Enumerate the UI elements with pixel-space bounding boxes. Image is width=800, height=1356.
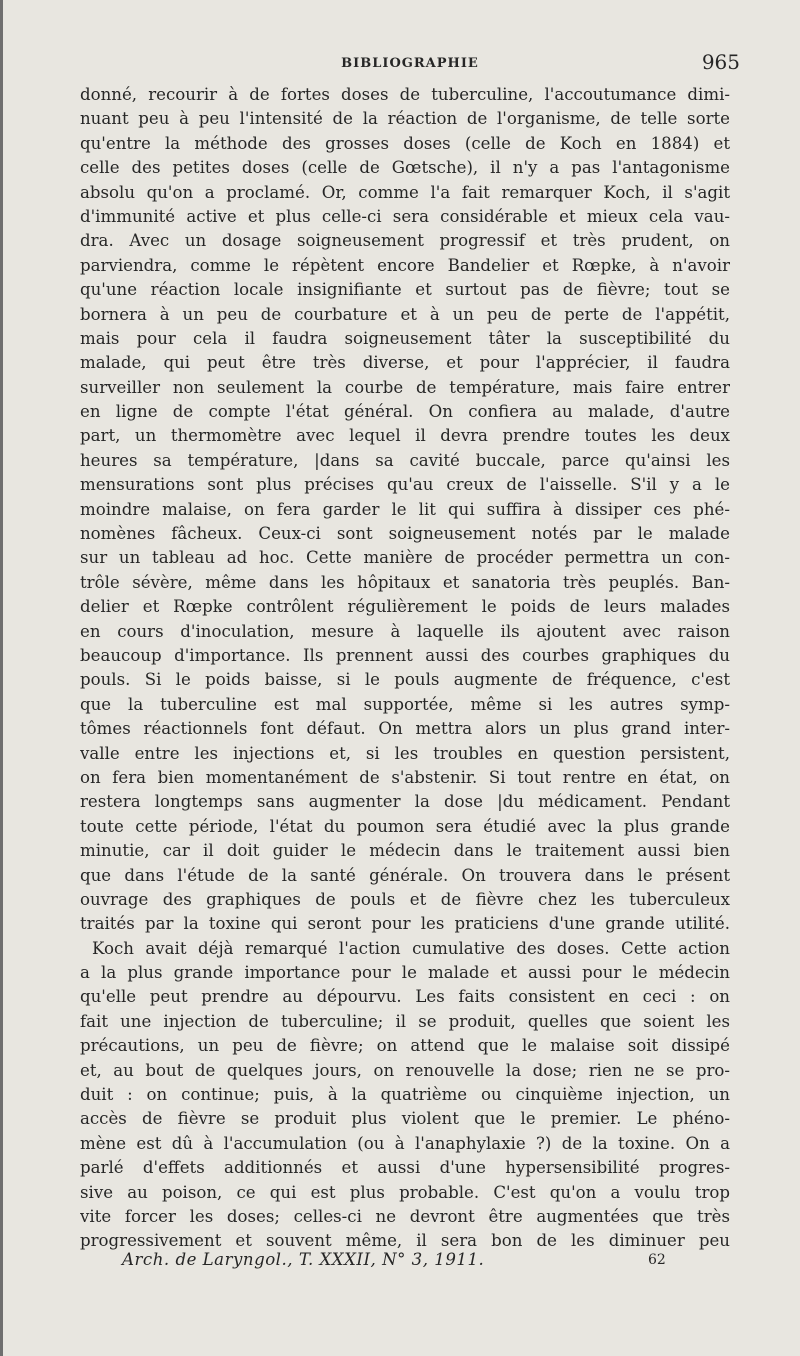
text-line: nuant peu à peu l'intensité de la réaction de l'organisme, de telle sorte xyxy=(80,109,730,129)
running-header xyxy=(80,50,740,80)
text-line: parlé d'effets additionnés et aussi d'une hypersensibilité progres- xyxy=(80,1158,730,1178)
text-line: qu'elle peut prendre au dépourvu. Les faits consistent en ceci : on xyxy=(80,987,730,1007)
text-line: malade, qui peut être très diverse, et pour l'apprécier, il faudra xyxy=(80,353,730,373)
text-line: tômes réactionnels font défaut. On mettra alors un plus grand inter- xyxy=(80,719,730,739)
text-line: nomènes fâcheux. Ceux-ci sont soigneusement notés par le malade xyxy=(80,524,730,544)
signature-mark: 62 xyxy=(648,1252,666,1268)
text-line: fait une injection de tuberculine; il se produit, quelles que soient les xyxy=(80,1011,730,1031)
text-line: moindre malaise, on fera garder le lit qui suffira à dissiper ces phé- xyxy=(80,499,730,519)
text-line: a la plus grande importance pour le malade et aussi pour le médecin xyxy=(80,963,730,983)
text-line: que la tuberculine est mal supportée, même si les autres symp- xyxy=(80,694,730,714)
text-line: en cours d'inoculation, mesure à laquelle ils ajoutent avec raison xyxy=(80,621,730,641)
text-line: surveiller non seulement la courbe de température, mais faire entrer xyxy=(80,377,730,397)
text-line: mensurations sont plus précises qu'au creux de l'aisselle. S'il y a le xyxy=(80,475,730,495)
text-line: progressivement et souvent même, il sera bon de les diminuer peu xyxy=(80,1231,730,1251)
body-text xyxy=(80,83,730,1254)
text-line: en ligne de compte l'état général. On confiera au malade, d'autre xyxy=(80,402,730,422)
text-line: qu'une réaction locale insignifiante et surtout pas de fièvre; tout se xyxy=(80,280,730,300)
text-line: que dans l'étude de la santé générale. On trouvera dans le présent xyxy=(80,865,730,885)
text-line: Koch avait déjà remarqué l'action cumulative des doses. Cette action xyxy=(92,938,730,958)
text-line: d'immunité active et plus celle-ci sera considérable et mieux cela vau- xyxy=(80,206,730,226)
text-line: heures sa température, |dans sa cavité buccale, parce qu'ainsi les xyxy=(80,450,730,470)
text-line: qu'entre la méthode des grosses doses (celle de Koch en 1884) et xyxy=(80,133,730,153)
text-line: bornera à un peu de courbature et à un peu de perte de l'appétit, xyxy=(80,304,730,324)
text-line: accès de fièvre se produit plus violent que le premier. Le phéno- xyxy=(80,1109,730,1129)
text-line: sive au poison, ce qui est plus probable. C'est qu'on a voulu trop xyxy=(80,1182,730,1202)
text-line: beaucoup d'importance. Ils prennent aussi des courbes graphiques du xyxy=(80,645,730,665)
text-line: pouls. Si le poids baisse, si le pouls augmente de fréquence, c'est xyxy=(80,670,730,690)
text-line: vite forcer les doses; celles-ci ne devront être augmentées que très xyxy=(80,1206,730,1226)
page-edge-shadow xyxy=(0,0,3,1356)
text-line: parviendra, comme le répètent encore Bandelier et Rœpke, à n'avoir xyxy=(80,255,730,275)
text-line: on fera bien momentanément de s'abstenir. Si tout rentre en état, on xyxy=(80,767,730,787)
text-line: absolu qu'on a proclamé. Or, comme l'a fait remarquer Koch, il s'agit xyxy=(80,182,730,202)
page-number: 965 xyxy=(701,50,740,74)
text-line: ouvrage des graphiques de pouls et de fièvre chez les tuberculeux xyxy=(80,889,730,909)
text-line: mène est dû à l'accumulation (ou à l'anaphylaxie ?) de la toxine. On a xyxy=(80,1133,730,1153)
text-line: duit : on continue; puis, à la quatrième ou cinquième injection, un xyxy=(80,1085,730,1105)
text-line: mais pour cela il faudra soigneusement tâter la susceptibilité du xyxy=(80,328,730,348)
text-line: delier et Rœpke contrôlent régulièrement le poids de leurs malades xyxy=(80,597,730,617)
text-line: toute cette période, l'état du poumon sera étudié avec la plus grande xyxy=(80,816,730,836)
text-line: valle entre les injections et, si les troubles en question persistent, xyxy=(80,743,730,763)
text-line: dra. Avec un dosage soigneusement progressif et très prudent, on xyxy=(80,231,730,251)
text-line: minutie, car il doit guider le médecin dans le traitement aussi bien xyxy=(80,841,730,861)
running-title: BIBLIOGRAPHIE xyxy=(341,56,479,71)
text-line: précautions, un peu de fièvre; on attend que le malaise soit dissipé xyxy=(80,1036,730,1056)
text-line: traités par la toxine qui seront pour les praticiens d'une grande utilité. xyxy=(80,914,730,934)
text-line: restera longtemps sans augmenter la dose |du médicament. Pendant xyxy=(80,792,730,812)
text-line: celle des petites doses (celle de Gœtsche), il n'y a pas l'antagonisme xyxy=(80,158,730,178)
page-footer xyxy=(80,1248,730,1272)
journal-reference: Arch. de Laryngol., T. XXXII, N° 3, 1911. xyxy=(122,1250,485,1269)
text-line: part, un thermomètre avec lequel il devra prendre toutes les deux xyxy=(80,426,730,446)
text-line: donné, recourir à de fortes doses de tuberculine, l'accoutumance dimi- xyxy=(80,85,730,104)
text-line: sur un tableau ad hoc. Cette manière de procéder permettra un con- xyxy=(80,548,730,568)
text-line: et, au bout de quelques jours, on renouvelle la dose; rien ne se pro- xyxy=(80,1060,730,1080)
text-line: trôle sévère, même dans les hôpitaux et sanatoria très peuplés. Ban- xyxy=(80,572,730,592)
